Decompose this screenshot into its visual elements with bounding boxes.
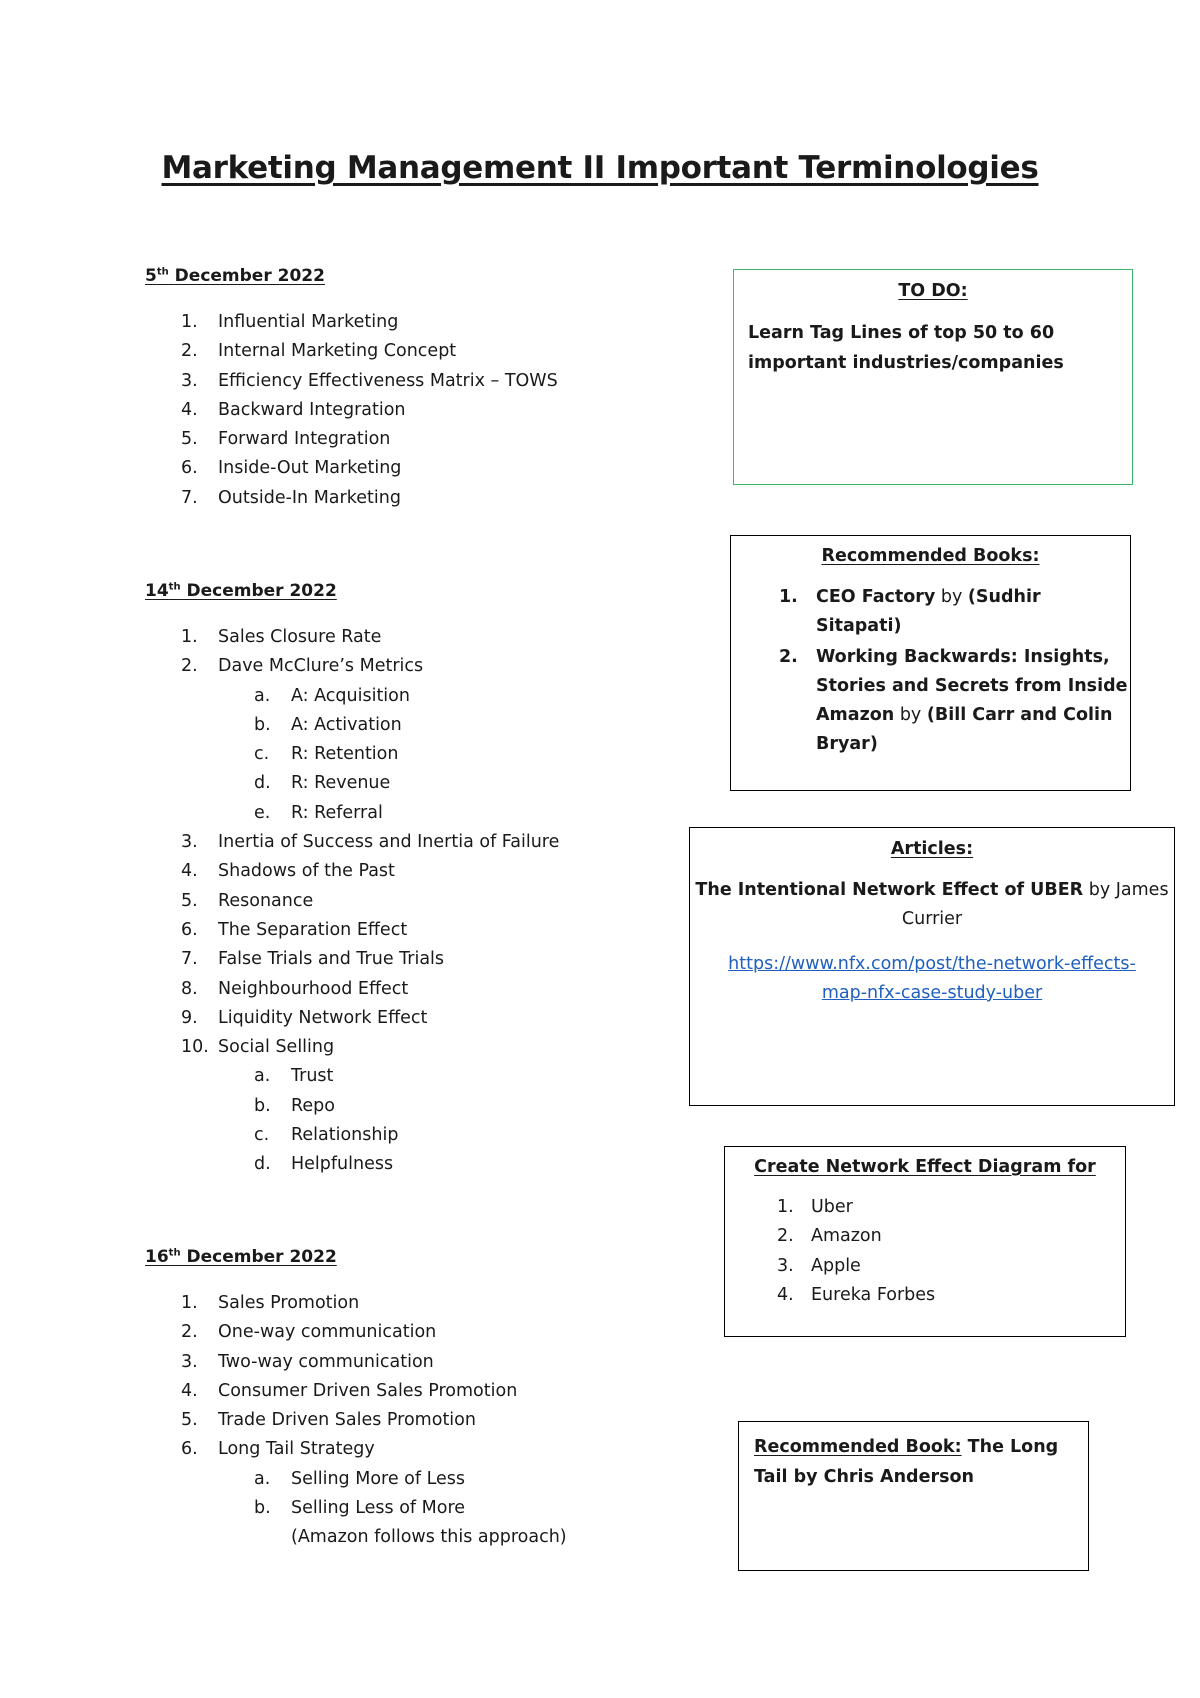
list-item: 5. Trade Driven Sales Promotion xyxy=(181,1410,476,1431)
sub-list-item: c. Relationship xyxy=(254,1125,399,1146)
book-item-2: 2. Working Backwards: Insights, Stories and Secrets from Inside Amazon by (Bill Carr and Colin Bryar) xyxy=(779,647,1128,754)
sub-list-item: d. R: Revenue xyxy=(254,773,391,794)
sub-list-item: e. R: Referral xyxy=(254,802,383,823)
diagram-heading: Create Network Effect Diagram for xyxy=(754,1157,1096,1177)
list-item-note: (Amazon follows this approach) xyxy=(291,1527,567,1548)
sub-list-item: b. A: Activation xyxy=(254,714,402,735)
list-item: 4. Consumer Driven Sales Promotion xyxy=(181,1380,518,1401)
list-item: 2. Internal Marketing Concept xyxy=(181,341,457,362)
diagram-company-item: 4. Eureka Forbes xyxy=(777,1284,936,1305)
page-title: Marketing Management II Important Terminologies xyxy=(161,150,1039,186)
list-item: 4. Backward Integration xyxy=(181,399,406,420)
list-item: 1. Sales Closure Rate xyxy=(181,627,382,647)
articles-heading: Articles: xyxy=(890,839,974,859)
long-tail-line-2: Tail by Chris Anderson xyxy=(754,1467,974,1487)
article-link[interactable]: https://www.nfx.com/post/the-network-effects- map-nfx-case-study-uber xyxy=(728,954,1136,1003)
sub-list-item: a. A: Acquisition xyxy=(254,685,410,706)
term-list-14-dec xyxy=(145,623,559,1180)
todo-line-1: Learn Tag Lines of top 50 to 60 xyxy=(748,323,1055,343)
diagram-company-item: 3. Apple xyxy=(777,1255,861,1276)
sub-list-item: b. Selling Less of More xyxy=(254,1498,466,1519)
long-tail-book-box: Recommended Book: The Long Tail by Chris Anderson xyxy=(738,1421,1089,1571)
list-item: 1. Sales Promotion xyxy=(181,1293,360,1313)
list-item: 6. The Separation Effect xyxy=(181,919,408,940)
network-diagram-box xyxy=(724,1146,1126,1337)
sub-list-item: c. R: Retention xyxy=(254,744,399,765)
section-heading-5-dec: 5th December 2022 xyxy=(145,266,325,286)
list-item: 6. Long Tail Strategy xyxy=(181,1439,375,1460)
todo-line-2: important industries/companies xyxy=(748,353,1064,373)
sub-list-item: b. Repo xyxy=(254,1095,335,1116)
term-list-5-dec xyxy=(145,308,558,513)
sub-list-item: a. Trust xyxy=(254,1066,334,1087)
diagram-company-item: 1. Uber xyxy=(777,1197,853,1217)
list-item: 5. Resonance xyxy=(181,890,314,911)
todo-heading: TO DO: xyxy=(898,281,968,301)
long-tail-label: Recommended Book: xyxy=(754,1437,962,1457)
books-heading: Recommended Books: xyxy=(821,546,1040,566)
diagram-company-item: 2. Amazon xyxy=(777,1226,882,1247)
sub-list-item: d. Helpfulness xyxy=(254,1154,394,1175)
book-item-1: 1. CEO Factory by (Sudhir Sitapati) xyxy=(779,587,1041,636)
list-item: 7. Outside-In Marketing xyxy=(181,487,401,508)
list-item: 1. Influential Marketing xyxy=(181,312,399,332)
list-item: 3. Efficiency Effectiveness Matrix – TOWS xyxy=(181,370,558,391)
list-item: 10. Social Selling xyxy=(181,1037,335,1058)
list-item: 7. False Trials and True Trials xyxy=(181,949,445,970)
list-item: 9. Liquidity Network Effect xyxy=(181,1007,428,1028)
section-heading-16-dec: 16th December 2022 xyxy=(145,1247,337,1267)
list-item: 4. Shadows of the Past xyxy=(181,861,395,882)
recommended-books-box xyxy=(730,535,1131,791)
diagram-company-list xyxy=(725,1193,1125,1310)
section-heading-14-dec: 14th December 2022 xyxy=(145,581,337,601)
article-entry: The Intentional Network Effect of UBER by James Currier xyxy=(695,880,1169,929)
list-item: 5. Forward Integration xyxy=(181,429,391,450)
list-item: 8. Neighbourhood Effect xyxy=(181,978,409,999)
list-item: 3. Inertia of Success and Inertia of Failure xyxy=(181,832,560,853)
list-item: 2. Dave McClure’s Metrics xyxy=(181,656,424,677)
list-item: 6. Inside-Out Marketing xyxy=(181,458,402,479)
list-item: 3. Two-way communication xyxy=(181,1351,434,1372)
term-list-16-dec xyxy=(145,1289,567,1553)
list-item: 2. One-way communication xyxy=(181,1322,437,1343)
todo-box xyxy=(733,269,1133,485)
articles-box xyxy=(689,827,1175,1106)
sub-list-item: a. Selling More of Less xyxy=(254,1468,466,1489)
